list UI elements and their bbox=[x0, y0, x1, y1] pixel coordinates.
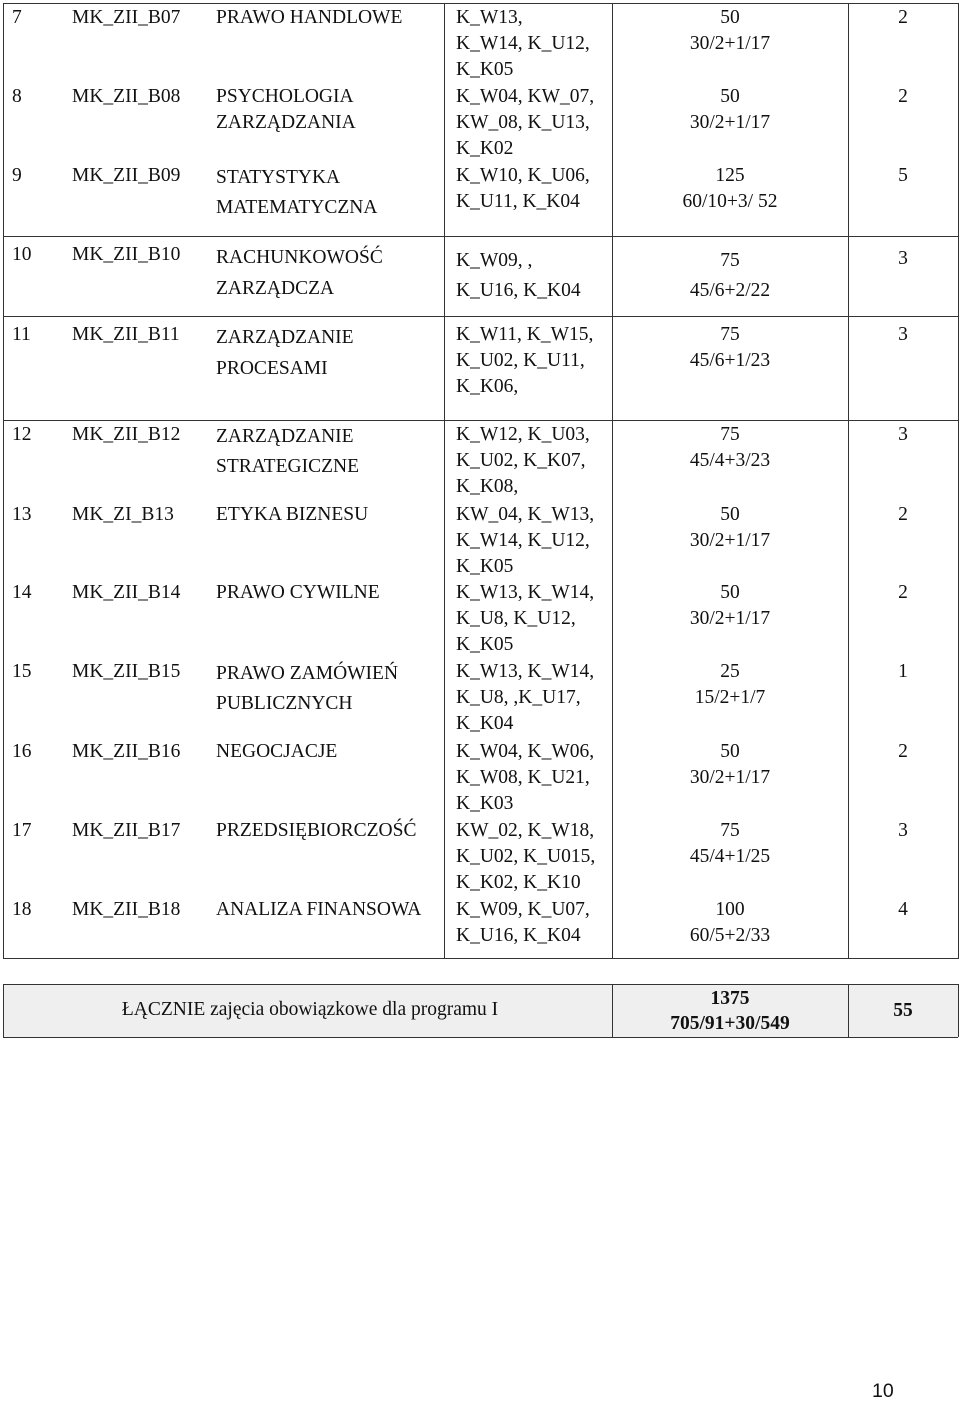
module-name bbox=[216, 422, 359, 482]
module-name-line: MATEMATYCZNA bbox=[216, 197, 378, 218]
hours bbox=[620, 84, 840, 136]
hours-split: 30/2+1/17 bbox=[689, 530, 771, 551]
row-number: 13 bbox=[12, 504, 32, 525]
ects: 3 bbox=[898, 424, 908, 445]
hours-total: 75 bbox=[720, 424, 740, 445]
hours bbox=[620, 422, 840, 474]
row-number: 9 bbox=[12, 165, 22, 186]
effects-line: K_U16, K_K04 bbox=[456, 925, 581, 946]
hours bbox=[620, 659, 840, 711]
module-code: MK_ZII_B10 bbox=[72, 244, 181, 265]
effects-line: K_U11, K_K04 bbox=[456, 191, 580, 212]
hours-total: 50 bbox=[720, 504, 740, 525]
effects-line: K_K05 bbox=[456, 556, 514, 577]
table-row bbox=[0, 580, 960, 658]
total-label: ŁĄCZNIE zajęcia obowiązkowe dla programu I bbox=[121, 999, 499, 1020]
effects-line: K_K06, bbox=[456, 376, 519, 397]
effects-line: K_W13, bbox=[456, 7, 523, 28]
module-name-line: PROCESAMI bbox=[216, 358, 328, 379]
effects-line: KW_08, K_U13, bbox=[456, 112, 590, 133]
hours bbox=[620, 322, 840, 374]
module-code: MK_ZII_B12 bbox=[72, 424, 181, 445]
ects: 3 bbox=[898, 248, 908, 269]
module-code: MK_ZII_B14 bbox=[72, 582, 181, 603]
ects: 3 bbox=[898, 324, 908, 345]
ects: 4 bbox=[898, 899, 908, 920]
total-hours bbox=[612, 986, 848, 1036]
total-hours-split: 705/91+30/549 bbox=[670, 1013, 790, 1034]
hours-total: 50 bbox=[720, 582, 740, 603]
row-number: 12 bbox=[12, 424, 32, 445]
learning-effects bbox=[456, 580, 594, 658]
hours-total: 75 bbox=[720, 324, 740, 345]
page-number: 10 bbox=[872, 1380, 894, 1402]
effects-line: K_W09, K_U07, bbox=[456, 899, 590, 920]
module-name-line: ZARZĄDZANIE bbox=[216, 426, 354, 447]
table-row bbox=[0, 84, 960, 164]
effects-line: K_W12, K_U03, bbox=[456, 424, 590, 445]
row-number: 14 bbox=[12, 582, 32, 603]
hours bbox=[620, 246, 840, 306]
hours-split: 30/2+1/17 bbox=[689, 33, 771, 54]
table-row bbox=[0, 5, 960, 85]
module-name-line: STATYSTYKA bbox=[216, 167, 341, 188]
ects: 2 bbox=[898, 582, 908, 603]
effects-line: K_K05 bbox=[456, 59, 514, 80]
ects: 2 bbox=[898, 741, 908, 762]
ects: 1 bbox=[898, 661, 908, 682]
ects: 3 bbox=[898, 820, 908, 841]
table-row bbox=[0, 322, 960, 417]
hours-total: 75 bbox=[720, 250, 740, 271]
module-code: MK_ZII_B11 bbox=[72, 324, 180, 345]
learning-effects bbox=[456, 5, 590, 83]
hours bbox=[620, 5, 840, 57]
effects-line: K_U8, ,K_U17, bbox=[456, 687, 581, 708]
module-name-line: PUBLICZNYCH bbox=[216, 693, 353, 714]
module-name-line: ZARZĄDCZA bbox=[216, 278, 335, 299]
module-name-line: RACHUNKOWOŚĆ bbox=[216, 247, 383, 268]
hours-split: 45/4+3/23 bbox=[689, 450, 771, 471]
effects-line: K_K08, bbox=[456, 476, 519, 497]
ects: 2 bbox=[898, 7, 908, 28]
hours bbox=[620, 502, 840, 554]
module-name-line: STRATEGICZNE bbox=[216, 456, 359, 477]
ects: 2 bbox=[898, 86, 908, 107]
effects-line: K_U02, K_U11, bbox=[456, 350, 585, 371]
module-name-line: ZARZĄDZANIE bbox=[216, 327, 354, 348]
effects-line: K_K02, K_K10 bbox=[456, 872, 581, 893]
effects-line: K_U02, K_K07, bbox=[456, 450, 586, 471]
effects-line: K_W04, K_W06, bbox=[456, 741, 595, 762]
learning-effects bbox=[456, 422, 590, 500]
row-number: 7 bbox=[12, 7, 22, 28]
row-number: 15 bbox=[12, 661, 32, 682]
module-code: MK_ZII_B18 bbox=[72, 899, 181, 920]
hours-total: 50 bbox=[720, 741, 740, 762]
effects-line: K_U8, K_U12, bbox=[456, 608, 576, 629]
table-row bbox=[0, 422, 960, 502]
module-name-line: ZARZĄDZANIA bbox=[216, 112, 356, 133]
learning-effects bbox=[456, 502, 594, 580]
effects-line: K_W14, K_U12, bbox=[456, 33, 590, 54]
hours bbox=[620, 897, 840, 949]
hours-split: 45/6+1/23 bbox=[689, 350, 771, 371]
table-row bbox=[0, 163, 960, 233]
module-code: MK_ZII_B08 bbox=[72, 86, 181, 107]
effects-line: K_W13, K_W14, bbox=[456, 582, 595, 603]
module-name-line: PRAWO CYWILNE bbox=[216, 582, 380, 603]
module-name-line: PRAWO ZAMÓWIEŃ bbox=[216, 663, 399, 684]
hours bbox=[620, 580, 840, 632]
module-name bbox=[216, 84, 356, 136]
hours-split: 60/10+3/ 52 bbox=[682, 191, 778, 212]
learning-effects bbox=[456, 246, 581, 306]
hours-total: 75 bbox=[720, 820, 740, 841]
module-name-line: ETYKA BIZNESU bbox=[216, 504, 369, 525]
ects: 2 bbox=[898, 504, 908, 525]
hours-split: 45/4+1/25 bbox=[689, 846, 771, 867]
module-name bbox=[216, 322, 354, 384]
module-code: MK_ZII_B07 bbox=[72, 7, 181, 28]
row-number: 8 bbox=[12, 86, 22, 107]
table-row bbox=[0, 659, 960, 737]
module-name-line: PRAWO HANDLOWE bbox=[216, 7, 403, 28]
hours-split: 30/2+1/17 bbox=[689, 767, 771, 788]
effects-line: K_W09, , bbox=[456, 250, 533, 271]
effects-line: K_K05 bbox=[456, 634, 514, 655]
ects: 5 bbox=[898, 165, 908, 186]
row-number: 18 bbox=[12, 899, 32, 920]
learning-effects bbox=[456, 739, 594, 817]
module-name bbox=[216, 242, 383, 304]
module-code: MK_ZII_B09 bbox=[72, 165, 181, 186]
module-name-line: ANALIZA FINANSOWA bbox=[216, 899, 422, 920]
hours-total: 25 bbox=[720, 661, 740, 682]
learning-effects bbox=[456, 818, 595, 896]
total-hours-sum: 1375 bbox=[710, 988, 750, 1009]
module-name-line: PSYCHOLOGIA bbox=[216, 86, 354, 107]
module-name-line: NEGOCJACJE bbox=[216, 741, 338, 762]
effects-line: K_W11, K_W15, bbox=[456, 324, 594, 345]
hours-split: 45/6+2/22 bbox=[689, 280, 771, 301]
effects-line: K_U02, K_U015, bbox=[456, 846, 596, 867]
hours-total: 125 bbox=[715, 165, 745, 186]
hours-split: 60/5+2/33 bbox=[689, 925, 771, 946]
effects-line: KW_02, K_W18, bbox=[456, 820, 595, 841]
learning-effects bbox=[456, 897, 590, 949]
table-row bbox=[0, 897, 960, 957]
table-row bbox=[0, 739, 960, 817]
module-name-line: PRZEDSIĘBIORCZOŚĆ bbox=[216, 820, 417, 841]
hours-total: 50 bbox=[720, 7, 740, 28]
row-number: 17 bbox=[12, 820, 32, 841]
hours bbox=[620, 818, 840, 870]
table-row bbox=[0, 818, 960, 896]
hours-total: 100 bbox=[715, 899, 745, 920]
effects-line: K_W04, KW_07, bbox=[456, 86, 595, 107]
hours-split: 30/2+1/17 bbox=[689, 608, 771, 629]
effects-line: K_W08, K_U21, bbox=[456, 767, 590, 788]
effects-line: K_W13, K_W14, bbox=[456, 661, 595, 682]
module-code: MK_ZI_B13 bbox=[72, 504, 174, 525]
row-number: 11 bbox=[12, 324, 31, 345]
effects-line: K_W14, K_U12, bbox=[456, 530, 590, 551]
effects-line: K_U16, K_K04 bbox=[456, 280, 581, 301]
row-number: 10 bbox=[12, 244, 32, 265]
module-code: MK_ZII_B16 bbox=[72, 741, 181, 762]
learning-effects bbox=[456, 163, 590, 215]
effects-line: K_W10, K_U06, bbox=[456, 165, 590, 186]
hours-split: 15/2+1/7 bbox=[694, 687, 766, 708]
table-row bbox=[0, 242, 960, 312]
table-row bbox=[0, 502, 960, 580]
learning-effects bbox=[456, 84, 594, 162]
effects-line: K_K04 bbox=[456, 713, 514, 734]
learning-effects bbox=[456, 659, 594, 737]
effects-line: K_K03 bbox=[456, 793, 514, 814]
total-ects: 55 bbox=[893, 1000, 913, 1021]
module-name bbox=[216, 659, 398, 719]
hours-total: 50 bbox=[720, 86, 740, 107]
module-code: MK_ZII_B15 bbox=[72, 661, 181, 682]
effects-line: KW_04, K_W13, bbox=[456, 504, 595, 525]
learning-effects bbox=[456, 322, 593, 400]
effects-line: K_K02 bbox=[456, 138, 514, 159]
module-name bbox=[216, 163, 377, 223]
hours-split: 30/2+1/17 bbox=[689, 112, 771, 133]
hours bbox=[620, 739, 840, 791]
hours bbox=[620, 163, 840, 215]
row-number: 16 bbox=[12, 741, 32, 762]
module-code: MK_ZII_B17 bbox=[72, 820, 181, 841]
